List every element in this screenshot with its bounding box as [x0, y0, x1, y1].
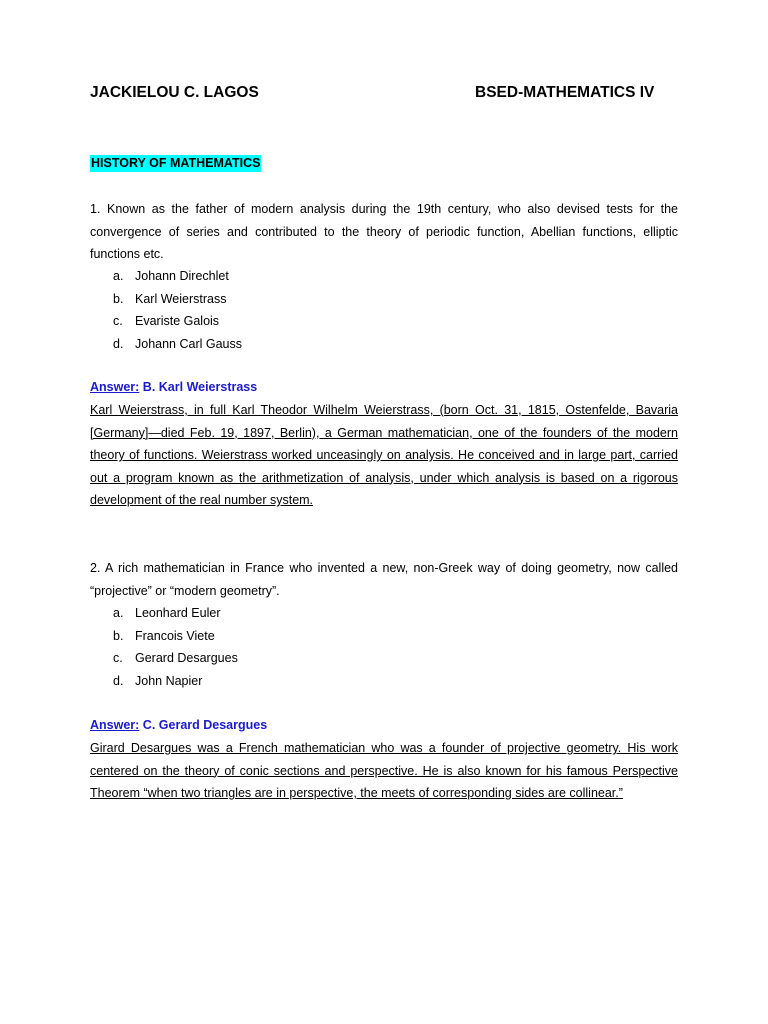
- option-item: [113, 670, 238, 693]
- question-2-text: 2. A rich mathematician in France who invented a new, non-Greek way of doing geometry, now called “projective” or “modern geometry”.: [90, 561, 678, 598]
- option-item: [113, 265, 242, 288]
- option-item: [113, 647, 238, 670]
- option-item: [113, 333, 242, 356]
- option-letter: c.: [113, 314, 123, 328]
- document-header: [90, 84, 678, 106]
- question-1-explanation: Karl Weierstrass, in full Karl Theodor Wilhelm Weierstrass, (born Oct. 31, 1815, Ostenfelde, Bavaria [Germany]—died Feb. 19, 1897, Berlin), a German mathematician, one of the founders of the modern theory of functions. Weierstrass worked unceasingly on analysis. He conceived and in large part, carried out a program known as the arithmetization of analysis, under which analysis is based on a rigorous development of the real number system.: [90, 403, 678, 507]
- option-text: John Napier: [135, 673, 203, 688]
- option-text: Johann Direchlet: [135, 269, 229, 283]
- question-2-answer: [90, 714, 267, 736]
- student-name: JACKIELOU C. LAGOS: [90, 84, 259, 101]
- answer-value: B. Karl Weierstrass: [139, 380, 258, 394]
- question-1-answer: [90, 376, 257, 398]
- option-letter: b.: [113, 291, 124, 306]
- option-letter: a.: [113, 269, 124, 283]
- option-item: [113, 288, 242, 311]
- option-text: Johann Carl Gauss: [135, 336, 243, 351]
- answer-label: Answer:: [90, 718, 140, 732]
- question-1-text: 1. Known as the father of modern analysis during the 19th century, who also devised tests for the convergence of series and contributed to the theory of periodic function, Abellian functions, elliptic functions etc.: [90, 202, 678, 261]
- question-2-explanation: Girard Desargues was a French mathematician who was a founder of projective geometry. His work centered on the theory of conic sections and perspective. He is also known for his famous Perspective Theorem “when two triangles are in perspective, the meets of corresponding sides are collinear.”: [90, 741, 678, 800]
- option-letter: c.: [113, 651, 123, 665]
- course-name: BSED-MATHEMATICS IV: [475, 84, 655, 101]
- option-item: [113, 602, 238, 625]
- option-text: Evariste Galois: [135, 314, 220, 328]
- option-item: [113, 625, 238, 648]
- option-text: Gerard Desargues: [135, 651, 238, 665]
- section-title: HISTORY OF MATHEMATICS: [91, 156, 261, 170]
- option-text: Leonhard Euler: [135, 606, 221, 620]
- question-2-options: [113, 602, 238, 692]
- option-letter: b.: [113, 628, 124, 643]
- question-1-options: [113, 265, 242, 355]
- option-text: Karl Weierstrass: [135, 291, 227, 306]
- option-letter: a.: [113, 606, 124, 620]
- answer-value: C. Gerard Desargues: [139, 718, 268, 732]
- option-letter: d.: [113, 673, 124, 688]
- option-letter: d.: [113, 336, 124, 351]
- option-item: [113, 310, 242, 333]
- answer-label: Answer:: [90, 380, 140, 394]
- option-text: Francois Viete: [135, 628, 215, 643]
